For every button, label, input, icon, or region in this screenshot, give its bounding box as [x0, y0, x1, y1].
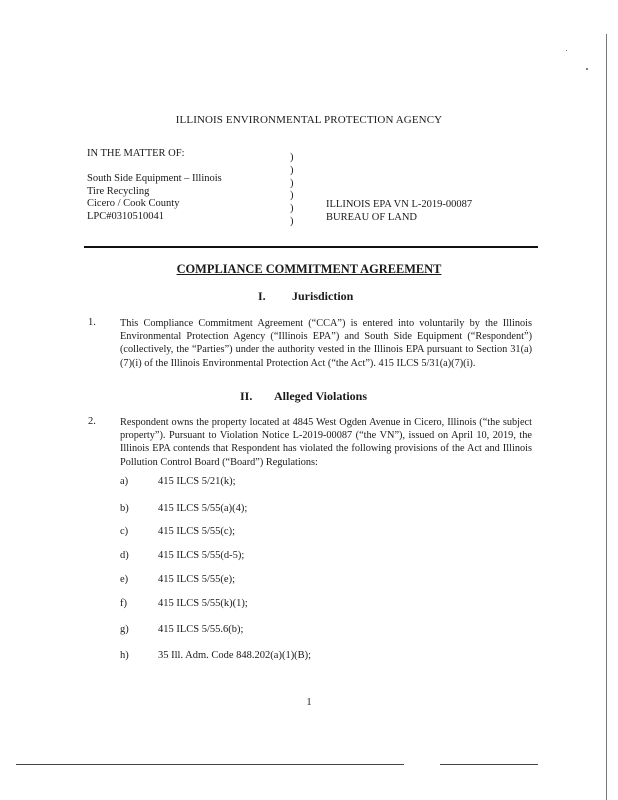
list-item-label: e): [120, 574, 129, 585]
list-item-label: h): [120, 650, 129, 661]
scan-speck: [586, 68, 588, 70]
paren: ): [290, 215, 294, 227]
paragraph-jurisdiction: This Compliance Commitment Agreement (“CCA”) is entered into voluntarily by the Illinois Environmental Protection Agency (“Illinois EPA”) and South Side Equipment (“Respondent”) (collectively, the “Parties”) under the authority vested in the Illinois EPA pursuant to Section 31(a)(7)(i) of the Illinois Environmental Protection Act (“the Act”). 415 ILCS 5/31(a)(7)(i).: [120, 318, 532, 369]
section-heading-jurisdiction: [258, 289, 353, 304]
paren: ): [290, 190, 294, 202]
section-number: I.: [258, 289, 266, 303]
section-heading-alleged-violations: [240, 389, 367, 404]
caption-divider: [84, 246, 538, 248]
caption-parens: [290, 152, 294, 229]
scan-speck: [526, 330, 527, 331]
list-item-label: d): [120, 550, 129, 561]
respondent-line: Tire Recycling: [87, 185, 150, 197]
footer-line-left: [16, 764, 404, 765]
list-item-label: a): [120, 476, 129, 487]
paragraph-number: 1.: [88, 317, 96, 328]
bureau-name: BUREAU OF LAND: [326, 211, 418, 223]
document-title: COMPLIANCE COMMITMENT AGREEMENT: [176, 262, 442, 276]
paren: ): [290, 203, 294, 215]
list-item-label: b): [120, 503, 129, 514]
page-number: 1: [306, 697, 312, 708]
section-number: II.: [240, 389, 253, 403]
list-item-citation: 415 ILCS 5/55(c);: [158, 526, 235, 537]
list-item-citation: 35 Ill. Adm. Code 848.202(a)(1)(B);: [158, 650, 312, 661]
list-item-citation: 415 ILCS 5/55(k)(1);: [158, 598, 248, 609]
agency-header: ILLINOIS ENVIRONMENTAL PROTECTION AGENCY: [175, 114, 443, 126]
list-item-citation: 415 ILCS 5/55(e);: [158, 574, 235, 585]
paren: ): [290, 164, 294, 176]
section-title: Alleged Violations: [274, 389, 368, 403]
paren: ): [290, 152, 294, 163]
footer-line-right: [440, 764, 538, 765]
respondent-line: LPC#0310510041: [87, 211, 165, 223]
paragraph-alleged-violations: Respondent owns the property located at 4845 West Ogden Avenue in Cicero, Illinois (“the subject property”). Pursuant to Violation Notice L-2019-00087 (“the VN”), issued on April 10, 2019, the Illinois EPA contends that Respondent has violated the following provisions of the Act and Illinois Pollution Control Board (“Board”) Regulations:: [120, 417, 532, 468]
list-item-label: c): [120, 526, 129, 537]
case-caption-left: [87, 148, 222, 224]
violation-notice-number: ILLINOIS EPA VN L-2019-00087: [326, 199, 473, 210]
scan-edge-line: [606, 34, 607, 800]
paren: ): [290, 177, 294, 189]
case-caption-right: [326, 199, 472, 225]
section-title: Jurisdiction: [292, 289, 354, 303]
list-item-citation: 415 ILCS 5/21(k);: [158, 476, 236, 487]
matter-label: IN THE MATTER OF:: [87, 148, 185, 159]
list-item-label: g): [120, 624, 129, 635]
paragraph-number: 2.: [88, 416, 96, 427]
list-item-citation: 415 ILCS 5/55(a)(4);: [158, 503, 248, 514]
scan-speck: [566, 50, 567, 51]
respondent-line: South Side Equipment – Illinois: [87, 172, 222, 184]
list-item-citation: 415 ILCS 5/55(d-5);: [158, 550, 245, 561]
list-item-label: f): [120, 598, 127, 609]
list-item-citation: 415 ILCS 5/55.6(b);: [158, 624, 244, 635]
respondent-line: Cicero / Cook County: [87, 198, 180, 210]
